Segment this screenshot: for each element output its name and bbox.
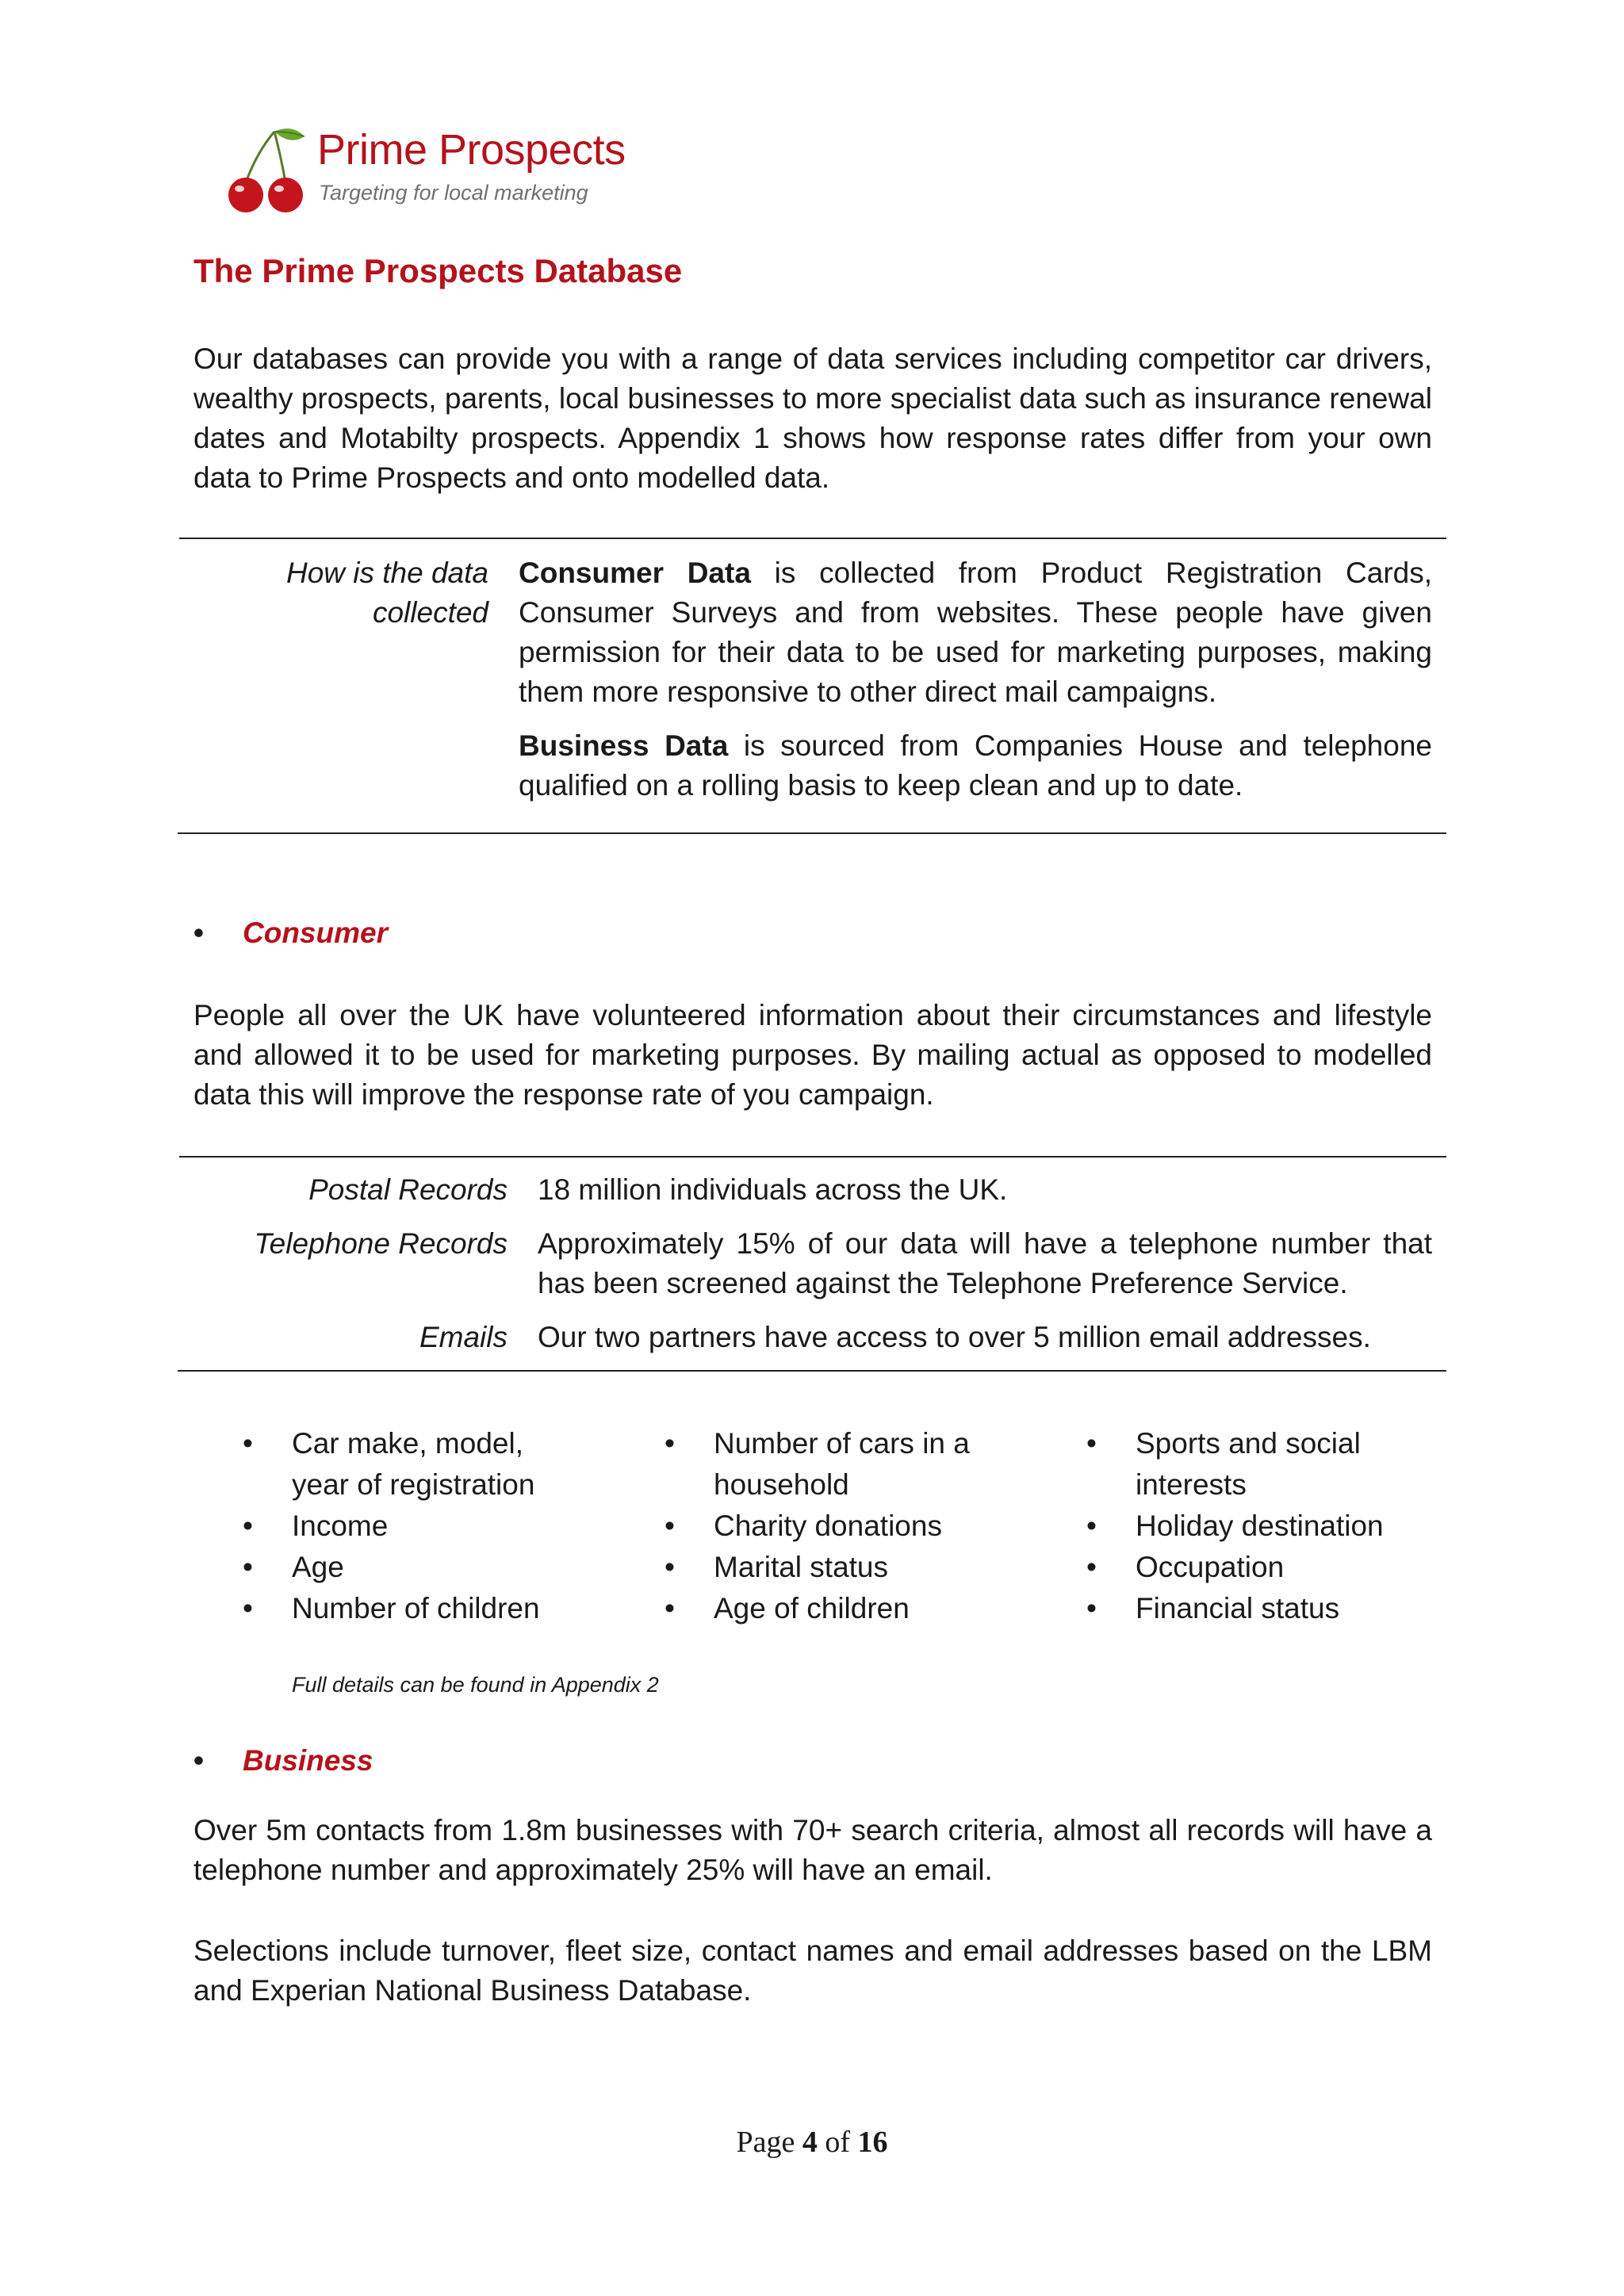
divider bbox=[178, 832, 1446, 834]
page-number bbox=[0, 2125, 1624, 2160]
business-paragraph-1: Over 5m contacts from 1.8m businesses with 70+ search criteria, almost all records will have a telephone number and approximately 25% will have an email. bbox=[193, 1814, 1432, 1886]
record-term: Postal Records bbox=[308, 1173, 508, 1206]
business-heading bbox=[193, 1744, 373, 1777]
list-item: • Sports and social interests bbox=[1086, 1423, 1419, 1506]
business-data-label: Business Data bbox=[519, 729, 729, 762]
list-item: • Age of children bbox=[665, 1588, 998, 1629]
brand-tagline: Targeting for local marketing bbox=[319, 181, 588, 205]
list-item: • Number of children bbox=[243, 1588, 576, 1629]
list-item: • Marital status bbox=[665, 1547, 998, 1588]
consumer-heading bbox=[193, 916, 388, 950]
logo bbox=[222, 121, 634, 216]
consumer-paragraph: People all over the UK have volunteered information about their circumstances and lifestyle and allowed it to be used for marketing purposes. By mailing actual as opposed to modelled data this will improve the response rate of you campaign. bbox=[193, 999, 1432, 1111]
collection-term-line2: collected bbox=[372, 596, 488, 629]
bullet: • bbox=[193, 916, 204, 949]
bullet: • bbox=[193, 1744, 204, 1777]
record-term: Emails bbox=[419, 1321, 508, 1353]
of-label: of bbox=[825, 2126, 851, 2159]
divider bbox=[179, 1156, 1446, 1158]
business-heading-label: Business bbox=[243, 1744, 373, 1777]
list-item: • Car make, model, year of registration bbox=[243, 1423, 576, 1506]
record-value: 18 million individuals across the UK. bbox=[538, 1173, 1008, 1206]
criteria-column-2 bbox=[665, 1423, 998, 1629]
record-value: Our two partners have access to over 5 million email addresses. bbox=[538, 1321, 1371, 1353]
list-item: • Age bbox=[243, 1547, 576, 1588]
consumer-data-label: Consumer Data bbox=[519, 557, 751, 589]
brand-name: Prime Prospects bbox=[317, 126, 626, 174]
list-item: • Charity donations bbox=[665, 1506, 998, 1547]
criteria-column-3 bbox=[1086, 1423, 1419, 1629]
list-item: • Number of cars in a household bbox=[665, 1423, 998, 1506]
criteria-column-1 bbox=[243, 1423, 576, 1629]
business-paragraph-2: Selections include turnover, fleet size, contact names and email addresses based on the LBM and Experian National Business Database. bbox=[193, 1934, 1432, 2007]
list-item: • Income bbox=[243, 1506, 576, 1547]
current-page: 4 bbox=[802, 2126, 818, 2159]
page-title: The Prime Prospects Database bbox=[193, 252, 683, 289]
list-item: • Occupation bbox=[1086, 1547, 1419, 1588]
divider bbox=[178, 1370, 1446, 1372]
business-data-text: is sourced from Companies House and telephone qualified on a rolling basis to keep clean and up to date. bbox=[519, 729, 1432, 802]
page-label: Page bbox=[736, 2126, 795, 2159]
cherry-logo-icon bbox=[222, 121, 316, 214]
intro-paragraph: Our databases can provide you with a range of data services including competitor car drivers, wealthy prospects, parents, local businesses to more specialist data such as insurance renewal dates and Motabilty prospects. Appendix 1 shows how response rates differ from your own data to Prime Prospects and onto modelled data. bbox=[193, 342, 1432, 494]
business-data-description bbox=[519, 726, 1432, 806]
appendix-note: Full details can be found in Appendix 2 bbox=[292, 1673, 659, 1697]
list-item: • Holiday destination bbox=[1086, 1506, 1419, 1547]
consumer-data-description bbox=[519, 553, 1432, 712]
total-pages: 16 bbox=[857, 2126, 888, 2159]
record-value: Approximately 15% of our data will have a telephone number that has been screened against the Telephone Preference Service. bbox=[538, 1227, 1432, 1299]
divider bbox=[179, 538, 1446, 539]
collection-term-line1: How is the data bbox=[285, 557, 488, 589]
consumer-data-text: is collected from Product Registration Cards, Consumer Surveys and from websites. These people have given permission for their data to be used for marketing purposes, making them more responsive to other direct mail campaigns. bbox=[519, 557, 1433, 708]
record-term: Telephone Records bbox=[254, 1227, 508, 1260]
collection-term bbox=[193, 553, 488, 633]
consumer-heading-label: Consumer bbox=[243, 916, 388, 949]
list-item: • Financial status bbox=[1086, 1588, 1419, 1629]
